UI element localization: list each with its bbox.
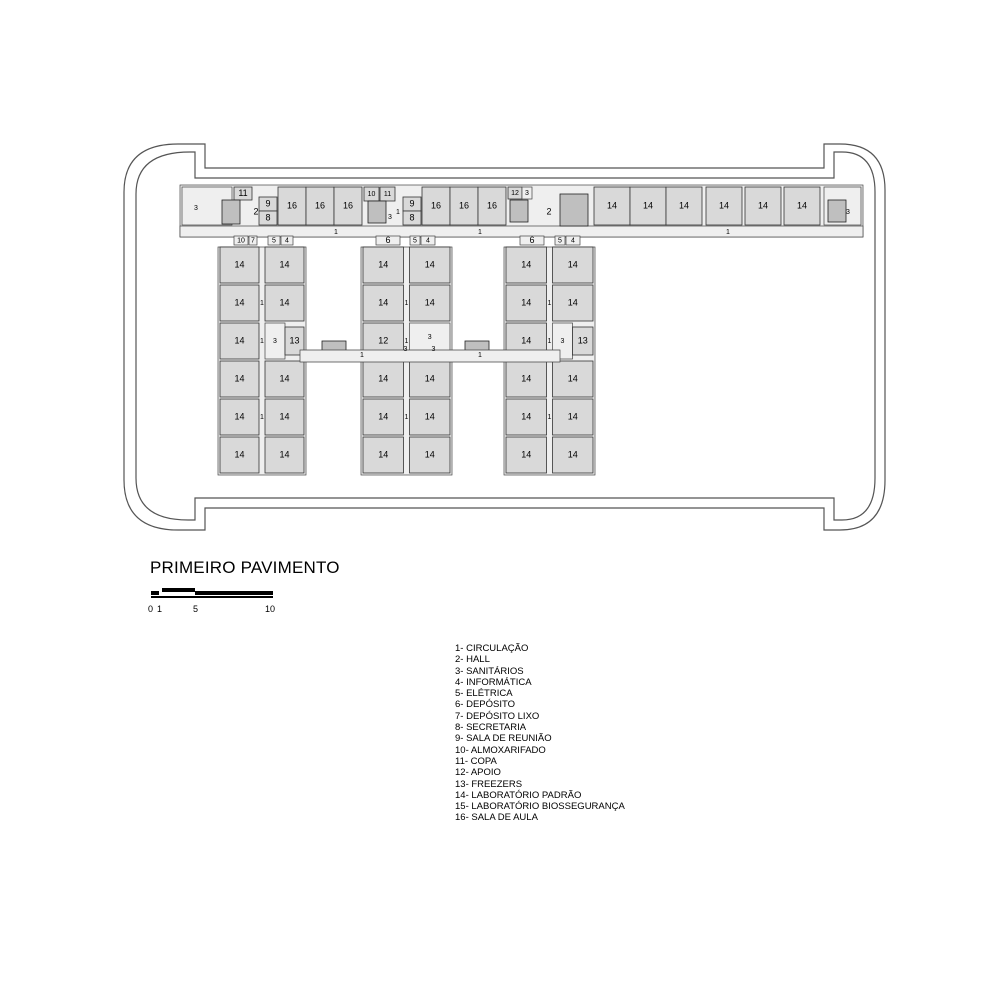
- wing3-lab-l3-label: 14: [521, 335, 532, 346]
- wing1-lab-r4-label: 14: [279, 373, 290, 384]
- scale-tick-5: 5: [193, 604, 199, 614]
- cross-corridor: [300, 350, 560, 362]
- wing3-lab-r5-label: 14: [567, 411, 578, 422]
- wing2-lab-r4-label: 14: [424, 373, 435, 384]
- wing1-freezers-label: 13: [289, 335, 300, 346]
- lab-top-3-label: 14: [678, 200, 690, 211]
- main-corridor: [180, 226, 863, 237]
- deposit-room-b-label: 6: [529, 234, 535, 245]
- cross-circulation-label-2: 1: [478, 351, 482, 359]
- wing1-lab-l6-label: 14: [234, 449, 245, 460]
- it-room-c-label: 4: [571, 237, 575, 245]
- wing3-freezers-label: 13: [577, 335, 588, 346]
- wing1-lab-r2-label: 14: [279, 297, 290, 308]
- wing1-toilets-label: 3: [273, 337, 277, 345]
- wing1-lab-r1-label: 14: [279, 259, 290, 270]
- legend-item: 15- LABORATÓRIO BIOSSEGURANÇA: [455, 801, 625, 813]
- wing3-circulation-5: 1: [547, 413, 552, 421]
- wing2-toilets-label: 3: [427, 333, 432, 341]
- wing2-lab-r5-label: 14: [424, 411, 435, 422]
- legend-item: 11- COPA: [455, 755, 497, 767]
- legend-item: 13- FREEZERS: [455, 778, 523, 790]
- legend-item: 9- SALA DE REUNIÃO: [455, 733, 552, 745]
- wing3-lab-r4-label: 14: [567, 373, 578, 384]
- stair-left: [222, 200, 240, 224]
- circulation-label-2: 1: [478, 228, 482, 236]
- wing2-lab-r6-label: 14: [424, 449, 435, 460]
- meeting-room-mid-label: 9: [409, 198, 415, 209]
- lab-top-4-label: 14: [718, 200, 730, 211]
- wing3-lab-l4-label: 14: [521, 373, 532, 384]
- wing2-lab-l4-label: 14: [378, 373, 389, 384]
- legend-item: 5- ELÉTRICA: [455, 688, 513, 700]
- wing2-apoio-label: 12: [378, 335, 389, 346]
- wing1-lab-r5-label: 14: [279, 411, 290, 422]
- wing1-circulation-2: 1: [260, 299, 264, 307]
- scale-bar: [148, 588, 288, 618]
- electrical-room-c-label: 5: [558, 237, 562, 245]
- storage-room-b-label: 10: [237, 237, 245, 245]
- scale-tick-10: 10: [265, 604, 276, 614]
- legend-item: 10- ALMOXARIFADO: [455, 744, 546, 756]
- toilets-label-mid: 3: [388, 213, 392, 221]
- wing1-circulation-3: 1: [260, 337, 264, 345]
- wing1-lab-l2-label: 14: [234, 297, 245, 308]
- circulation-label-3: 1: [726, 228, 730, 236]
- wing2-lab-r1-label: 14: [424, 259, 435, 270]
- legend-item: 7- DEPÓSITO LIXO: [455, 710, 540, 722]
- copa-room-label: 11: [238, 187, 248, 198]
- legend-item: 8- SECRETARIA: [455, 722, 527, 734]
- legend-item: 1- CIRCULAÇÃO: [455, 643, 529, 654]
- wing2-circulation-3: 1: [404, 337, 409, 345]
- wing2-lab-l2-label: 14: [378, 297, 389, 308]
- drawing-title: PRIMEIRO PAVIMENTO: [150, 558, 340, 577]
- scale-bar-segment: [151, 591, 159, 595]
- wing3-lab-l1-label: 14: [521, 259, 532, 270]
- wing2-lab-l5-label: 14: [378, 411, 389, 422]
- wing1-lab-l5-label: 14: [234, 411, 245, 422]
- scale-tick-1: 1: [157, 604, 163, 614]
- stair-mid: [368, 201, 386, 223]
- wing3-toilets-label: 3: [560, 337, 565, 345]
- legend-item: 6- DEPÓSITO: [455, 699, 516, 711]
- wing3-lab-l2-label: 14: [521, 297, 532, 308]
- wing3-lab-r1-label: 14: [567, 259, 578, 270]
- sala-aula-5-label: 16: [458, 200, 470, 211]
- legend-item: 12- APOIO: [455, 767, 501, 779]
- scale-bar-segment: [162, 588, 195, 592]
- wing3-circulation-3: 1: [547, 337, 552, 345]
- circulation-label-1: 1: [334, 228, 338, 236]
- stair-right-a: [510, 200, 528, 222]
- legend-item: 4- INFORMÁTICA: [455, 676, 532, 688]
- trash-room-label: 7: [251, 237, 255, 245]
- wing1-lab-r6-label: 14: [279, 449, 290, 460]
- legend-item: 14- LABORATÓRIO PADRÃO: [455, 789, 582, 801]
- wing2-lab-l1-label: 14: [378, 259, 389, 270]
- copa-room-mid-label: 11: [383, 190, 392, 198]
- sala-aula-4-label: 16: [430, 200, 442, 211]
- secretary-room-mid-label: 8: [409, 212, 415, 223]
- circulation-label-mid: 1: [396, 208, 400, 216]
- cross-circulation-label-1: 1: [360, 351, 364, 359]
- it-room-a-label: 4: [285, 237, 289, 245]
- room-legend: [455, 643, 625, 824]
- toilets-label-right: 3: [846, 208, 850, 216]
- wing2-toilets-label-b: 3: [403, 345, 408, 353]
- lab-top-2-label: 14: [642, 200, 654, 211]
- storage-room-mid-label: 10: [367, 190, 376, 198]
- wing1-lab-l3-label: 14: [234, 335, 245, 346]
- sala-aula-6-label: 16: [486, 200, 498, 211]
- toilet-room-right-label: 3: [525, 189, 529, 197]
- wing1-circulation-5: 1: [260, 413, 264, 421]
- wing3-lab-r2-label: 14: [567, 297, 578, 308]
- legend-item: 2- HALL: [455, 654, 490, 666]
- wing2-circulation-2: 1: [404, 299, 409, 307]
- legend-item: 16- SALA DE AULA: [455, 812, 538, 824]
- wing3-lab-l5-label: 14: [521, 411, 532, 422]
- deposit-room-a-label: 6: [385, 234, 391, 245]
- scale-tick-0: 0: [148, 604, 154, 614]
- legend-item: 3- SANITÁRIOS: [455, 665, 524, 677]
- apoio-room-label: 12: [511, 189, 519, 197]
- lab-top-1-label: 14: [606, 200, 618, 211]
- stair-right-b: [560, 194, 588, 226]
- wing3-lab-l6-label: 14: [521, 449, 532, 460]
- wing2-lab-l6-label: 14: [378, 449, 389, 460]
- it-room-b-label: 4: [426, 237, 430, 245]
- lab-top-6-label: 14: [796, 200, 808, 211]
- hall-label-left: 2: [253, 206, 259, 217]
- meeting-room-label: 9: [265, 198, 271, 209]
- wing3-lab-r6-label: 14: [567, 449, 578, 460]
- secretary-room-label: 8: [265, 212, 271, 223]
- wing1-lab-l1-label: 14: [234, 259, 245, 270]
- hall-label-right: 2: [546, 206, 552, 217]
- wing2-circulation-5: 1: [404, 413, 409, 421]
- wing2-toilets-label-c: 3: [431, 345, 436, 353]
- toilets-label-left: 3: [194, 204, 198, 212]
- stair-far-right: [828, 200, 846, 222]
- cross-stair-1: [322, 341, 346, 351]
- sala-aula-3-label: 16: [342, 200, 354, 211]
- sala-aula-2-label: 16: [314, 200, 326, 211]
- wing1-lab-l4-label: 14: [234, 373, 245, 384]
- sala-aula-1-label: 16: [286, 200, 298, 211]
- electrical-room-b-label: 5: [413, 237, 417, 245]
- lab-top-5-label: 14: [757, 200, 769, 211]
- scale-bar-segment: [195, 591, 273, 595]
- cross-stair-2: [465, 341, 489, 351]
- wing2-lab-r2-label: 14: [424, 297, 435, 308]
- wing3-circulation-2: 1: [547, 299, 552, 307]
- electrical-room-a-label: 5: [272, 237, 276, 245]
